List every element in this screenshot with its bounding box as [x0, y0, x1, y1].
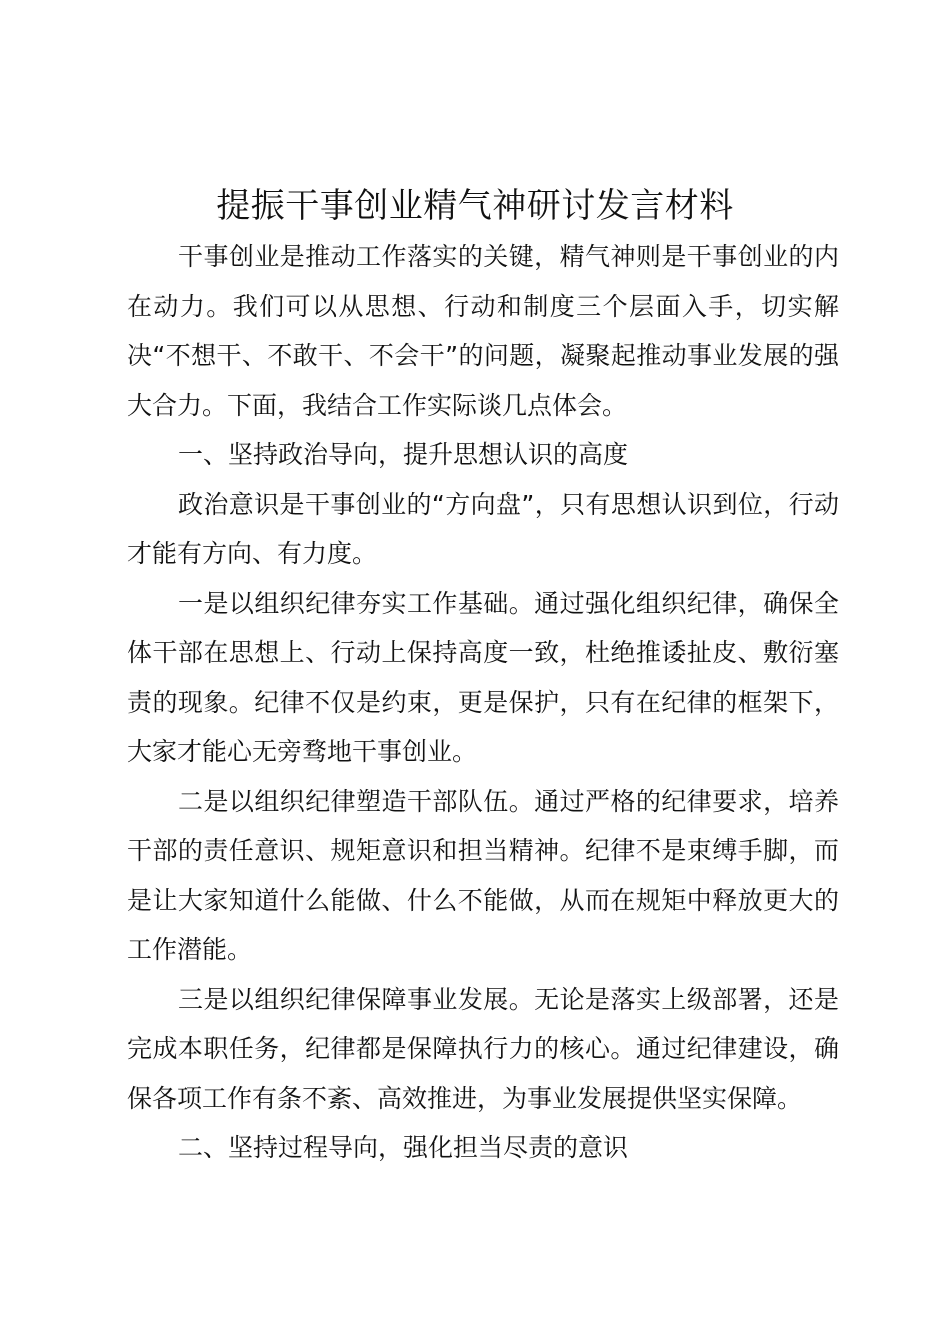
intro-paragraph: 干事创业是推动工作落实的关键，精气神则是干事创业的内在动力。我们可以从思想、行动和制度三个层面入手，切实解决“不想干、不敢干、不会干”的问题，凝聚起推动事业发展的强大合力。下面，我结合工作实际谈几点体会。	[127, 242, 839, 420]
section-1-intro-paragraph: 政治意识是干事创业的“方向盘”，只有思想认识到位，行动才能有方向、有力度。	[127, 489, 839, 568]
point-2-paragraph: 二是以组织纪律塑造干部队伍。通过严格的纪律要求，培养干部的责任意识、规矩意识和担当精神。纪律不是束缚手脚，而是让大家知道什么能做、什么不能做，从而在规矩中释放更大的工作潜能。	[127, 786, 839, 964]
document-body	[127, 232, 839, 1173]
point-3-paragraph: 三是以组织纪律保障事业发展。无论是落实上级部署，还是完成本职任务，纪律都是保障执行力的核心。通过纪律建设，确保各项工作有条不紊、高效推进，为事业发展提供坚实保障。	[127, 984, 839, 1113]
section-heading-2: 二、坚持过程导向，强化担当尽责的意识	[178, 1133, 629, 1162]
section-heading-1: 一、坚持政治导向，提升思想认识的高度	[178, 440, 629, 469]
document-title: 提振干事创业精气神研讨发言材料	[216, 186, 734, 226]
point-1-paragraph: 一是以组织纪律夯实工作基础。通过强化组织纪律，确保全体干部在思想上、行动上保持高度一致，杜绝推诿扯皮、敷衍塞责的现象。纪律不仅是约束，更是保护，只有在纪律的框架下，大家才能心无旁骛地干事创业。	[127, 588, 839, 766]
